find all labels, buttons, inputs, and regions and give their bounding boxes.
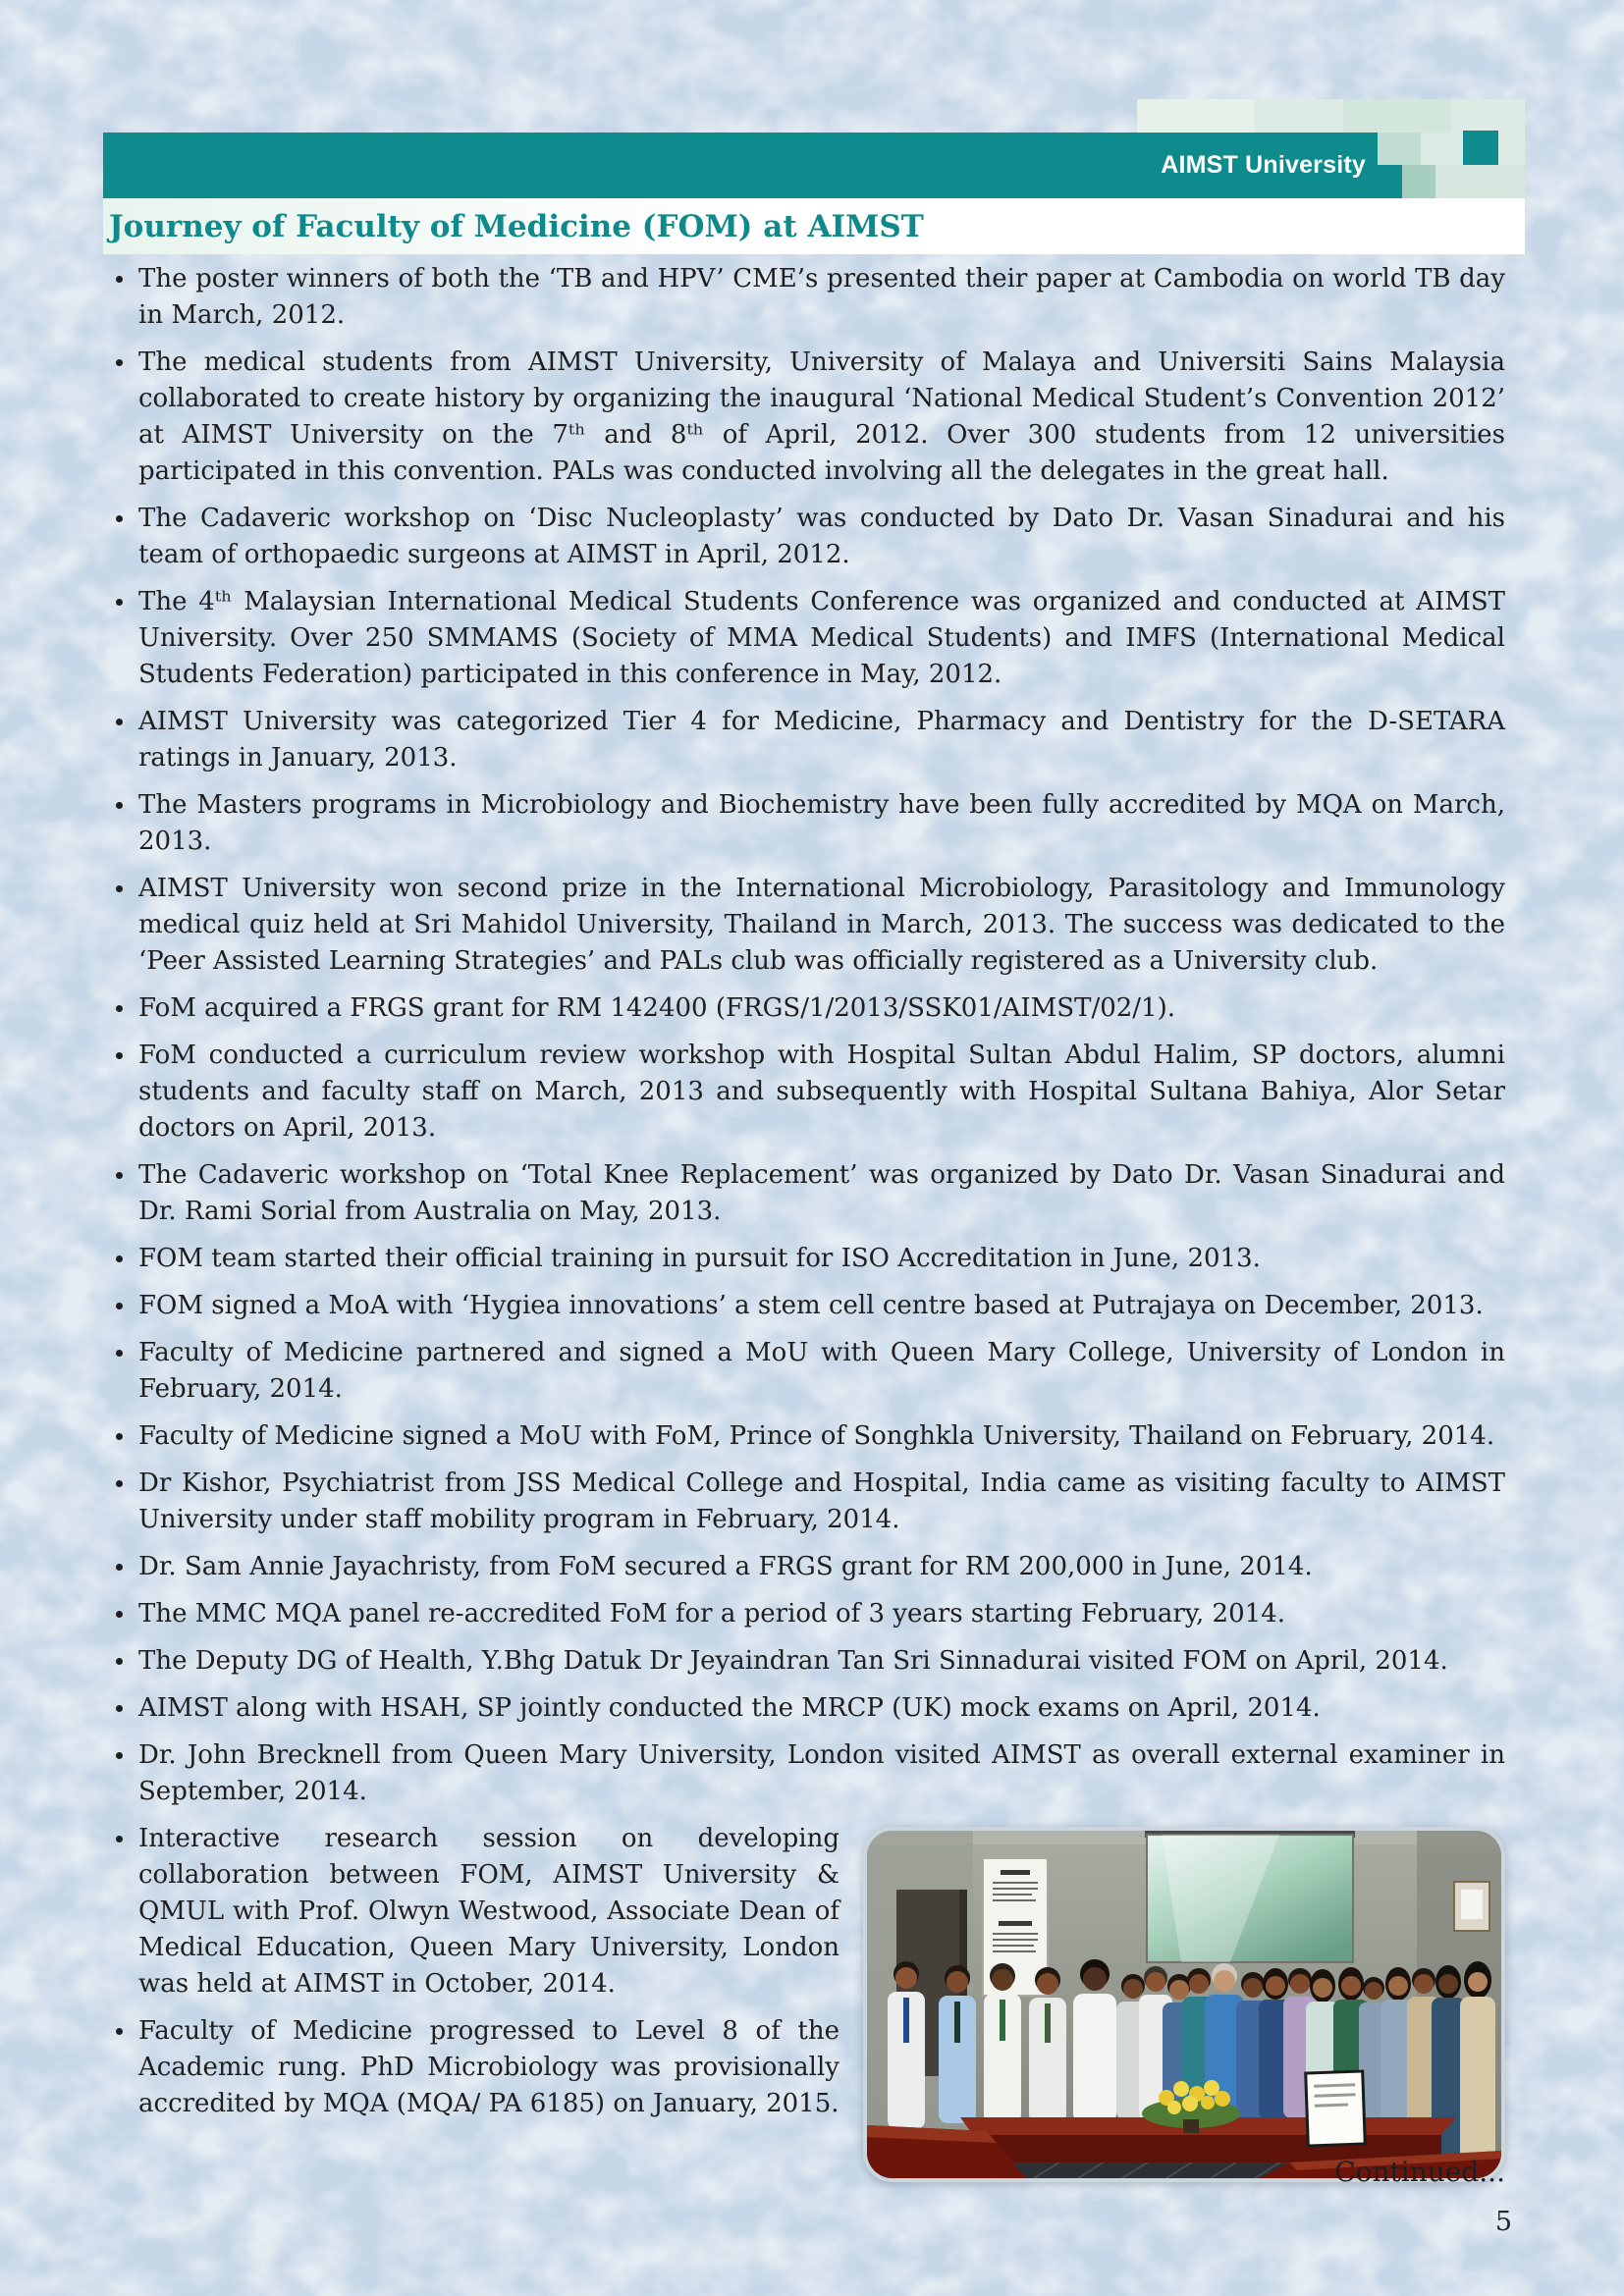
continued-note: Continued... <box>1334 2156 1505 2188</box>
brand-label: AIMST University <box>1161 151 1366 179</box>
bullet-item: Dr. Sam Annie Jayachristy, from FoM secured a FRGS grant for RM 200,000 in June, 2014. <box>103 1549 1505 1585</box>
bullet-item: FoM acquired a FRGS grant for RM 142400 (FRGS/1/2013/SSK01/AIMST/02/1). <box>103 990 1505 1027</box>
bullet-item: The Masters programs in Microbiology and Biochemistry have been fully accredited by MQA on March, 2013. <box>103 787 1505 860</box>
bullet-item: The 4ᵗʰ Malaysian International Medical Students Conference was organized and conducted at AIMST University. Over 250 SMMAMS (Society of MMA Medical Students) and IMFS (International Medical Students Federation) participated in this conference in May, 2012. <box>103 584 1505 693</box>
bullet-item: The MMC MQA panel re-accredited FoM for a period of 3 years starting February, 2014. <box>103 1596 1505 1632</box>
bullet-item: The medical students from AIMST University, University of Malaya and Universiti Sains Malaysia collaborated to create history by organizing the inaugural ‘National Medical Student’s Convention 2012’ at AIMST University on the 7ᵗʰ and 8ᵗʰ of April, 2012. Over 300 students from 12 universities participated in this convention. PALs was conducted involving all the delegates in the great hall. <box>103 345 1505 490</box>
bullet-item: AIMST University won second prize in the International Microbiology, Parasitology and Immunology medical quiz held at Sri Mahidol University, Thailand in March, 2013. The success was dedicated to the ‘Peer Assisted Learning Strategies’ and PALs club was officially registered as a University club. <box>103 871 1505 980</box>
bullet-item: Faculty of Medicine progressed to Level 8 of the Academic rung. PhD Microbiology was provisionally accredited by MQA (MQA/ PA 6185) on January, 2015. <box>103 2013 1505 2122</box>
bullet-item: The poster winners of both the ‘TB and HPV’ CME’s presented their paper at Cambodia on world TB day in March, 2012. <box>103 261 1505 334</box>
bullet-item: AIMST along with HSAH, SP jointly conducted the MRCP (UK) mock exams on April, 2014. <box>103 1690 1505 1727</box>
decor-square <box>1402 165 1435 198</box>
bullet-item: Dr Kishor, Psychiatrist from JSS Medical College and Hospital, India came as visiting faculty to AIMST University under staff mobility program in February, 2014. <box>103 1466 1505 1538</box>
bullet-item: The Cadaveric workshop on ‘Disc Nucleoplasty’ was conducted by Dato Dr. Vasan Sinadurai and his team of orthopaedic surgeons at AIMST in April, 2012. <box>103 501 1505 573</box>
bullet-item: Faculty of Medicine signed a MoU with FoM, Prince of Songhkla University, Thailand on February, 2014. <box>103 1418 1505 1455</box>
decor-square <box>1421 133 1463 165</box>
decor-square <box>1378 133 1421 165</box>
bullet-item: The Deputy DG of Health, Y.Bhg Datuk Dr Jeyaindran Tan Sri Sinnadurai visited FOM on April, 2014. <box>103 1643 1505 1680</box>
bullet-item: Interactive research session on developing collaboration between FOM, AIMST University & QMUL with Prof. Olwyn Westwood, Associate Dean of Medical Education, Queen Mary University, London was held at AIMST in October, 2014. <box>103 1821 1505 2002</box>
title-band <box>103 198 1525 254</box>
decor-square <box>1498 133 1525 165</box>
bullet-item: Faculty of Medicine partnered and signed a MoU with Queen Mary College, University of London in February, 2014. <box>103 1335 1505 1408</box>
bullet-item: Dr. John Brecknell from Queen Mary University, London visited AIMST as overall external examiner in September, 2014. <box>103 1737 1505 1810</box>
bullet-item: FOM signed a MoA with ‘Hygiea innovations’ a stem cell centre based at Putrajaya on December, 2013. <box>103 1288 1505 1324</box>
decor-square <box>1137 99 1255 133</box>
page-title: Journey of Faculty of Medicine (FOM) at AIMST <box>109 208 924 244</box>
decor-square <box>1463 131 1498 168</box>
decor-square <box>1378 165 1402 198</box>
bullet-list <box>103 261 1505 2122</box>
decor-square <box>1435 165 1525 198</box>
bullet-item: The Cadaveric workshop on ‘Total Knee Replacement’ was organized by Dato Dr. Vasan Sinadurai and Dr. Rami Sorial from Australia on May, 2013. <box>103 1157 1505 1230</box>
bullet-item: AIMST University was categorized Tier 4 for Medicine, Pharmacy and Dentistry for the D-SETARA ratings in January, 2013. <box>103 704 1505 776</box>
page-number: 5 <box>1494 2207 1512 2237</box>
bullet-item: FoM conducted a curriculum review workshop with Hospital Sultan Abdul Halim, SP doctors, alumni students and faculty staff on March, 2013 and subsequently with Hospital Sultana Bahiya, Alor Setar doctors on April, 2013. <box>103 1038 1505 1147</box>
header-bar <box>103 133 1378 198</box>
bullet-item: FOM team started their official training in pursuit for ISO Accreditation in June, 2013. <box>103 1241 1505 1277</box>
decor-square <box>1343 99 1451 133</box>
header-top-strip <box>1137 99 1525 133</box>
article-body <box>103 261 1505 2192</box>
